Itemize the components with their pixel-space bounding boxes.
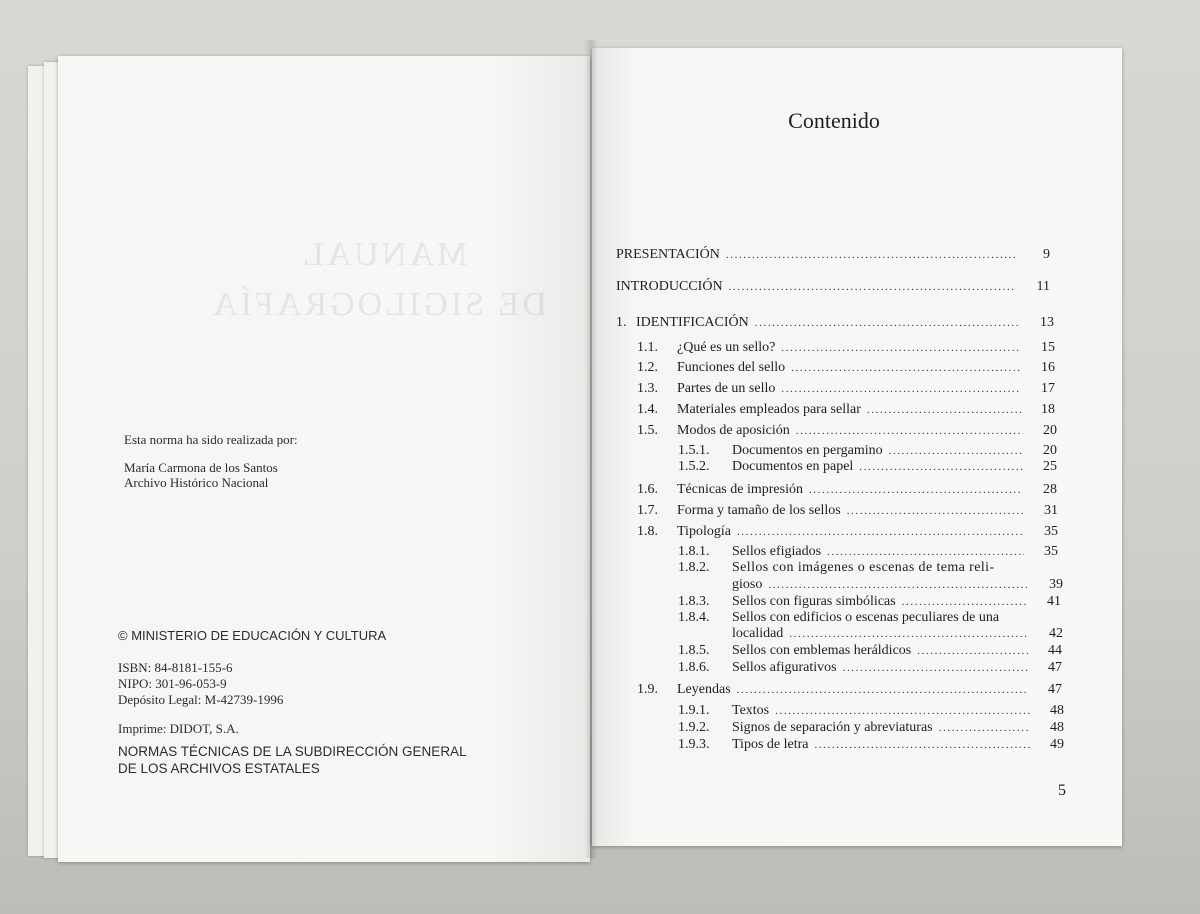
isbn: ISBN: 84-8181-155-6 xyxy=(118,660,233,675)
toc-row xyxy=(678,737,1064,753)
toc-leader xyxy=(809,484,1023,496)
show-through-title: MANUAL xyxy=(300,236,468,273)
toc-page-number: 11 xyxy=(1036,279,1050,294)
author-name: María Carmona de los Santos xyxy=(124,460,278,475)
printer: Imprime: DIDOT, S.A. xyxy=(118,721,239,736)
show-through-subtitle: DE SIGILOGRAFÍA xyxy=(210,286,547,323)
toc-label: Modos de aposición xyxy=(677,423,790,438)
toc-page-number: 35 xyxy=(1044,524,1058,539)
copyright: © MINISTERIO DE EDUCACIÓN Y CULTURA xyxy=(118,628,387,643)
toc-row xyxy=(616,247,1050,263)
toc-number: 1.8.6. xyxy=(678,660,710,675)
toc-leader xyxy=(796,425,1023,437)
toc-number: 1.7. xyxy=(637,503,658,518)
toc-leader xyxy=(737,684,1028,696)
toc-page-number: 9 xyxy=(1043,247,1050,262)
toc-label: Tipología xyxy=(677,524,731,539)
toc-row xyxy=(678,660,1062,676)
toc-label: Tipos de letra xyxy=(732,737,809,752)
toc-number: 1.4. xyxy=(637,402,658,417)
toc-leader xyxy=(737,526,1024,538)
toc-number: 1.9.3. xyxy=(678,737,710,752)
toc-label: gioso xyxy=(732,577,763,592)
book-gutter xyxy=(584,40,598,858)
toc-page-number: 48 xyxy=(1050,720,1064,735)
series-line-2: DE LOS ARCHIVOS ESTATALES xyxy=(118,761,320,776)
toc-leader xyxy=(847,505,1024,517)
toc-leader xyxy=(789,628,1029,640)
toc-number: 1.8.1. xyxy=(678,544,710,559)
toc-leader xyxy=(917,645,1028,657)
toc-page-number: 20 xyxy=(1043,443,1057,458)
toc-leader xyxy=(791,362,1021,374)
deposito-legal: Depósito Legal: M-42739-1996 xyxy=(118,692,284,707)
toc-number: 1.8.2. xyxy=(678,560,710,575)
toc-number: 1. xyxy=(616,315,627,330)
toc-row xyxy=(678,720,1064,736)
toc-page-number: 17 xyxy=(1041,381,1055,396)
toc-page-number: 47 xyxy=(1048,682,1062,697)
toc-label: Forma y tamaño de los sellos xyxy=(677,503,841,518)
toc-page-number: 48 xyxy=(1050,703,1064,718)
toc-page-number: 39 xyxy=(1049,577,1063,592)
toc-page-number: 28 xyxy=(1043,482,1057,497)
toc-leader xyxy=(726,249,1016,261)
toc-row xyxy=(637,503,1058,519)
toc-row xyxy=(678,560,1058,576)
toc-number: 1.8.4. xyxy=(678,610,710,625)
toc-leader xyxy=(867,404,1021,416)
toc-leader xyxy=(843,662,1028,674)
toc-page-number: 25 xyxy=(1043,459,1057,474)
toc-label: localidad xyxy=(732,626,784,641)
toc-row xyxy=(637,524,1058,540)
toc-number: 1.5.1. xyxy=(678,443,710,458)
toc-leader xyxy=(755,317,1020,329)
toc-number: 1.8.5. xyxy=(678,643,710,658)
toc-row xyxy=(732,626,1063,642)
toc-leader xyxy=(781,342,1021,354)
toc-label: PRESENTACIÓN xyxy=(616,247,720,262)
toc-number: 1.6. xyxy=(637,482,658,497)
toc-number: 1.1. xyxy=(637,340,658,355)
toc-row xyxy=(678,703,1064,719)
toc-number: 1.3. xyxy=(637,381,658,396)
toc-number: 1.2. xyxy=(637,360,658,375)
toc-label: Técnicas de impresión xyxy=(677,482,803,497)
toc-row xyxy=(678,443,1057,459)
toc-leader xyxy=(775,705,1030,717)
toc-page-number: 16 xyxy=(1041,360,1055,375)
toc-label: Funciones del sello xyxy=(677,360,786,375)
toc-number: 1.8.3. xyxy=(678,594,710,609)
toc-label: INTRODUCCIÓN xyxy=(616,279,723,294)
toc-page-number: 15 xyxy=(1041,340,1055,355)
toc-number: 1.8. xyxy=(637,524,658,539)
toc-leader xyxy=(781,383,1021,395)
toc-label: Sellos con edificios o escenas peculiares de una xyxy=(732,610,1000,625)
toc-page-number: 47 xyxy=(1048,660,1062,675)
toc-row xyxy=(732,577,1063,593)
toc-page-number: 31 xyxy=(1044,503,1058,518)
toc-label: Materiales empleados para sellar xyxy=(677,402,861,417)
toc-label: Textos xyxy=(732,703,770,718)
toc-number: 1.9.2. xyxy=(678,720,710,735)
page-folio: 5 xyxy=(1058,782,1066,799)
toc-label: Sellos con imágenes o escenas de tema reli- xyxy=(732,560,995,575)
toc-label: Sellos con figuras simbólicas xyxy=(732,594,896,609)
toc-row xyxy=(678,643,1062,659)
contents-title: Contenido xyxy=(788,108,880,133)
toc-number: 1.5.2. xyxy=(678,459,710,474)
toc-number: 1.5. xyxy=(637,423,658,438)
toc-page-number: 20 xyxy=(1043,423,1057,438)
toc-row xyxy=(637,402,1055,418)
toc-leader xyxy=(902,596,1027,608)
toc-label: Partes de un sello xyxy=(677,381,776,396)
toc-leader xyxy=(814,739,1030,751)
toc-row xyxy=(678,459,1057,475)
toc-leader xyxy=(859,461,1023,473)
toc-page-number: 35 xyxy=(1044,544,1058,559)
toc-row xyxy=(637,381,1055,397)
toc-page-number: 49 xyxy=(1050,737,1064,752)
toc-number: 1.9.1. xyxy=(678,703,710,718)
toc-label: Leyendas xyxy=(677,682,731,697)
nipo: NIPO: 301-96-053-9 xyxy=(118,676,227,691)
toc-label: ¿Qué es un sello? xyxy=(677,340,776,355)
toc-label: Sellos efigiados xyxy=(732,544,822,559)
toc-label: Documentos en pergamino xyxy=(732,443,883,458)
toc-label: Signos de separación y abreviaturas xyxy=(732,720,933,735)
author-affiliation: Archivo Histórico Nacional xyxy=(124,475,269,490)
toc-row xyxy=(616,315,1054,331)
toc-row xyxy=(637,682,1062,698)
series-line-1: NORMAS TÉCNICAS DE LA SUBDIRECCIÓN GENERAL xyxy=(118,744,467,759)
toc-row xyxy=(678,610,1061,626)
toc-row xyxy=(637,340,1055,356)
toc-label: Sellos afigurativos xyxy=(732,660,837,675)
toc-leader xyxy=(729,281,1016,293)
toc-row xyxy=(678,544,1058,560)
toc-leader xyxy=(939,722,1030,734)
toc-leader xyxy=(768,579,1029,591)
toc-row xyxy=(637,423,1057,439)
toc-label: Sellos con emblemas heráldicos xyxy=(732,643,912,658)
left-page xyxy=(58,56,590,862)
toc-row xyxy=(637,482,1057,498)
toc-label: Documentos en papel xyxy=(732,459,854,474)
toc-page-number: 13 xyxy=(1040,315,1054,330)
toc-row xyxy=(616,279,1050,295)
toc-page-number: 42 xyxy=(1049,626,1063,641)
toc-number: 1.9. xyxy=(637,682,658,697)
toc-leader xyxy=(889,445,1023,457)
toc-page-number: 44 xyxy=(1048,643,1062,658)
toc-row xyxy=(637,360,1055,376)
toc-label: IDENTIFICACIÓN xyxy=(636,315,749,330)
toc-page-number: 41 xyxy=(1047,594,1061,609)
toc-page-number: 18 xyxy=(1041,402,1055,417)
toc-leader xyxy=(827,546,1024,558)
toc-row xyxy=(678,594,1061,610)
credit-heading: Esta norma ha sido realizada por: xyxy=(124,432,298,447)
